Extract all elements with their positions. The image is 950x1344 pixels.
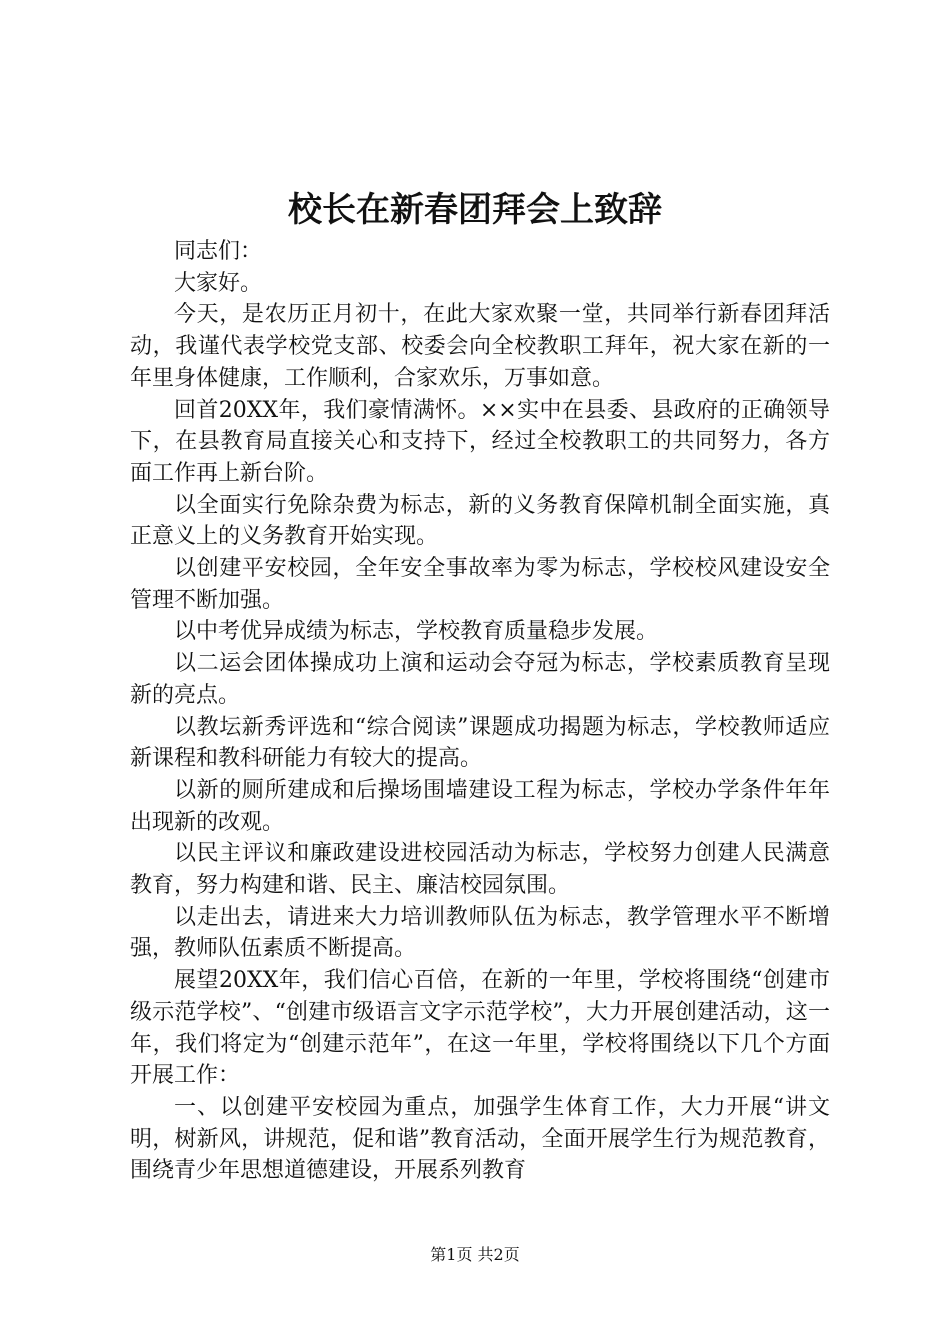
salutation: 同志们： xyxy=(174,239,263,264)
paragraph: 今天，是农历正月初十，在此大家欢聚一堂，共同举行新春团拜活动，我谨代表学校党支部、校委会向全校教职工拜年，祝大家在新的一年里身体健康，工作顺利，合家欢乐，万事如意。 xyxy=(130,302,830,391)
paragraph: 以中考优异成绩为标志，学校教育质量稳步发展。 xyxy=(174,619,659,645)
paragraph: 以全面实行免除杂费为标志，新的义务教育保障机制全面实施，真正意义上的义务教育开始实现。 xyxy=(130,492,830,550)
paragraph: 以走出去，请进来大力培训教师队伍为标志，教学管理水平不断增强，教师队伍素质不断提高。 xyxy=(130,904,830,962)
paragraph: 以创建平安校园，全年安全事故率为零为标志，学校校风建设安全管理不断加强。 xyxy=(130,556,830,613)
paragraph: 回首20XX年，我们豪情满怀。××实中在县委、县政府的正确领导下，在县教育局直接关心和支持下，经过全校教职工的共同努力，各方面工作再上新台阶。 xyxy=(130,397,830,486)
document-title: 校长在新春团拜会上致辞 xyxy=(288,190,662,230)
page-footer: 第1页 共2页 xyxy=(430,1245,520,1264)
paragraph: 展望20XX年，我们信心百倍，在新的一年里，学校将围绕“创建市级示范学校”、“创建市级语言文字示范学校”，大力开展创建活动，这一年，我们将定为“创建示范年”，在这一年里，学校将围绕以下几个方面开展工作： xyxy=(130,968,830,1089)
paragraph: 一、以创建平安校园为重点，加强学生体育工作，大力开展“讲文明，树新风，讲规范，促和谐”教育活动，全面开展学生行为规范教育，围绕青少年思想道德建设，开展系列教育 xyxy=(130,1094,830,1184)
paragraph: 以教坛新秀评选和“综合阅读”课题成功揭题为标志，学校教师适应新课程和教科研能力有较大的提高。 xyxy=(130,714,830,772)
paragraph: 以二运会团体操成功上演和运动会夺冠为标志，学校素质教育呈现新的亮点。 xyxy=(130,651,830,708)
greeting: 大家好。 xyxy=(174,270,263,296)
document-body xyxy=(130,236,830,1187)
paragraph: 以新的厕所建成和后操场围墙建设工程为标志，学校办学条件年年出现新的改观。 xyxy=(130,777,830,835)
paragraph: 以民主评议和廉政建设进校园活动为标志，学校努力创建人民满意教育，努力构建和谐、民主、廉洁校园氛围。 xyxy=(130,841,830,899)
